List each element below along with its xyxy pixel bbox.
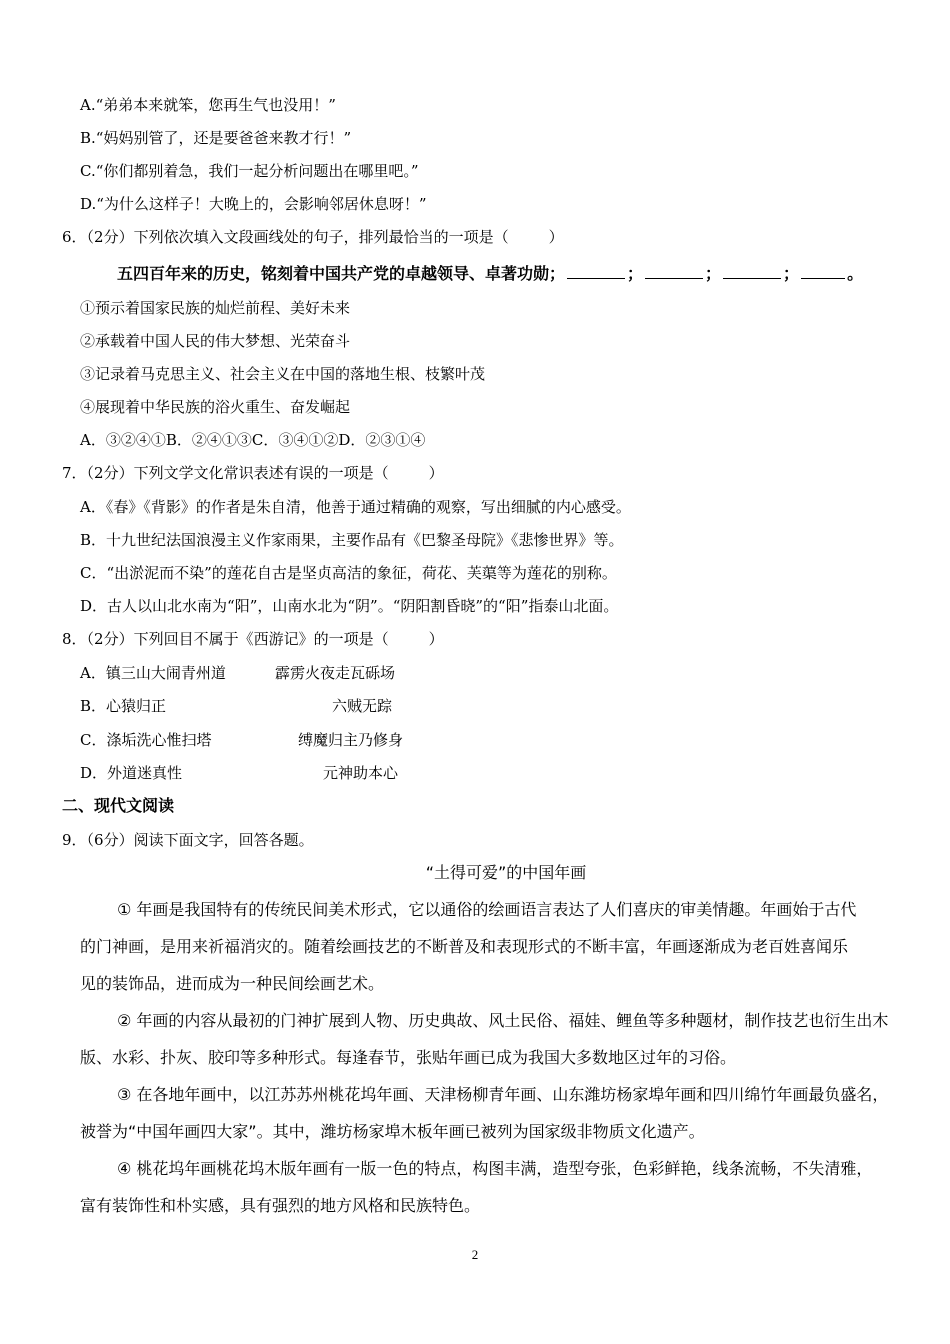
q7-option-d: D．古人以山北水南为“阳”，山南水北为“阴”。“阴阳割昏晓”的“阳”指泰山北面。: [80, 597, 619, 615]
q6-sep-1: ；: [627, 264, 644, 283]
blank-2: [645, 264, 703, 279]
q6-item-4: ④展现着中华民族的浴火重生、奋发崛起: [80, 398, 351, 416]
q6-options: A．③②④①B．②④①③C．③④①②D．②③①④: [80, 431, 426, 449]
article-line-2: 的门神画，是用来祈福消灾的。随着绘画技艺的不断普及和表现形式的不断丰富，年画逐渐成为老百姓喜闻乐: [80, 937, 849, 956]
q6-item-2: ②承载着中国人民的伟大梦想、光荣奋斗: [80, 332, 351, 350]
page-number: 2: [471, 1247, 479, 1262]
q8-option-a-second: 霹雳火夜走瓦砾场: [275, 664, 396, 682]
q5-option-a-label: A.: [80, 96, 96, 114]
article-line-6: ③ 在各地年画中，以江苏苏州桃花坞年画、天津杨柳青年画、山东潍坊杨家埠年画和四川绵竹年画最负盛名，: [117, 1085, 889, 1104]
q5-option-c-text: “你们都别着急，我们一起分析问题出在哪里吧。”: [95, 162, 419, 180]
q7-stem: [62, 463, 444, 483]
q6-item-3: ③记录着马克思主义、社会主义在中国的落地生根、枝繁叶茂: [80, 365, 486, 383]
blank-4: [801, 264, 845, 279]
blank-1: [567, 264, 625, 279]
q7-option-b: B．十九世纪法国浪漫主义作家雨果，主要作品有《巴黎圣母院》《悲惨世界》等。: [80, 531, 624, 549]
article-line-4: ② 年画的内容从最初的门神扩展到人物、历史典故、风土民俗、福娃、鲤鱼等多种题材，制作技艺也衍生出木: [117, 1011, 889, 1030]
q8-stem-text: 8．（2分）下列回目不属于《西游记》的一项是（: [62, 630, 389, 648]
q5-option-b-label: B.: [80, 129, 96, 147]
q5-option-d-text: “为什么这样子！大晚上的，会影响邻居休息呀！”: [96, 195, 427, 213]
article-line-9: 富有装饰性和朴实感，具有强烈的地方风格和民族特色。: [80, 1196, 481, 1215]
q7-option-a: A．《春》《背影》的作者是朱自清，他善于通过精确的观察，写出细腻的内心感受。: [80, 498, 631, 516]
q6-passage-text: 五四百年来的历史，铭刻着中国共产党的卓越领导、卓著功勋；: [117, 264, 566, 283]
q8-option-a-label: A．镇三山大闹青州道: [80, 664, 226, 682]
q5-option-a: [80, 95, 336, 115]
article-line-5: 版、水彩、扑灰、胶印等多种形式。每逢春节，张贴年画已成为我国大多数地区过年的习俗。: [80, 1048, 737, 1067]
article-title: “土得可爱”的中国年画: [425, 863, 587, 882]
q5-option-d-label: D.: [80, 195, 97, 213]
q5-option-d: [80, 194, 427, 214]
q5-option-b: [80, 128, 351, 148]
q7-stem-end: ）: [428, 464, 444, 482]
blank-3: [723, 264, 781, 279]
q9-stem: 9．（6分）阅读下面文字，回答各题。: [62, 831, 314, 849]
q8-option-d-second: 元神助本心: [323, 764, 399, 782]
q5-option-c: [80, 161, 419, 181]
q7-option-c: C．“出淤泥而不染”的莲花自古是坚贞高洁的象征，荷花、芙蕖等为莲花的别称。: [80, 564, 617, 582]
q5-option-a-text: “弟弟本来就笨，您再生气也没用！”: [95, 96, 336, 114]
article-line-7: 被誉为“中国年画四大家”。其中，潍坊杨家埠木板年画已被列为国家级非物质文化遗产。: [80, 1122, 705, 1141]
q6-passage: [117, 263, 863, 285]
q8-stem: [62, 629, 444, 649]
q6-stem: [62, 227, 564, 247]
q5-option-b-text: “妈妈别管了，还是要爸爸来教才行！”: [95, 129, 352, 147]
q6-stem-end: ）: [548, 228, 564, 246]
q8-option-b-second: 六贼无踪: [332, 697, 393, 715]
article-line-8: ④ 桃花坞年画桃花坞木版年画有一版一色的特点，构图丰满，造型夸张，色彩鲜艳，线条流畅，不失清雅，: [117, 1159, 873, 1178]
q8-option-c-second: 缚魔归主乃修身: [298, 731, 404, 749]
q8-option-b-label: B．心猿归正: [80, 697, 167, 715]
q8-option-d-label: D．外道迷真性: [80, 764, 183, 782]
q6-sep-3: ；: [783, 264, 800, 283]
q6-sep-2: ；: [705, 264, 722, 283]
q6-stem-text: 6．（2分）下列依次填入文段画线处的句子，排列最恰当的一项是（: [62, 228, 509, 246]
section-heading: 二、现代文阅读: [62, 796, 175, 815]
q6-item-1: ①预示着国家民族的灿烂前程、美好未来: [80, 299, 351, 317]
q8-option-c-label: C．涤垢洗心惟扫塔: [80, 731, 212, 749]
q5-option-c-label: C.: [80, 162, 96, 180]
q7-stem-text: 7．（2分）下列文学文化常识表述有误的一项是（: [62, 464, 389, 482]
q8-stem-end: ）: [428, 630, 444, 648]
q6-end: 。: [847, 264, 864, 283]
article-line-1: ① 年画是我国特有的传统民间美术形式，它以通俗的绘画语言表达了人们喜庆的审美情趣。年画始于古代: [117, 900, 857, 919]
article-line-3: 见的装饰品，进而成为一种民间绘画艺术。: [80, 974, 385, 993]
